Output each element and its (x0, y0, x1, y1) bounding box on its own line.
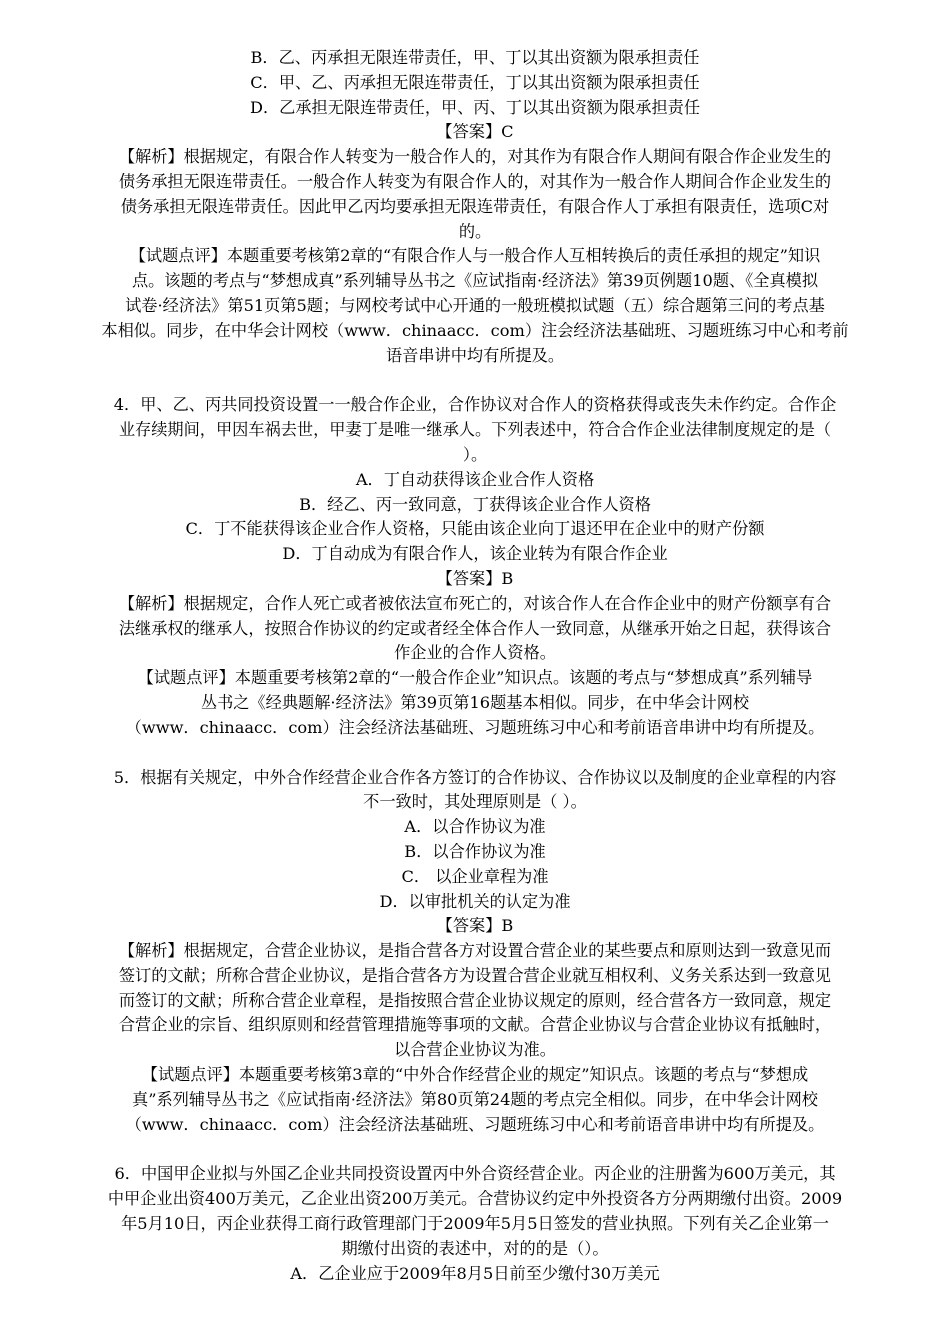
comment-line: 语音串讲中均有所提及。 (385, 345, 565, 365)
comment-line: 【试题点评】本题重要考核第2章的“一般合作企业”知识点。该题的考点与“梦想成真”系列辅导 (137, 668, 813, 688)
question-text: 4．甲、乙、丙共同投资设置一一般合作企业，合作协议对合作人的资格获得或丧失未作约定。合作企 (113, 395, 837, 415)
option-c: C． 以企业章程为准 (401, 866, 549, 886)
question-text: 6．中国甲企业拟与外国乙企业共同投资设置丙中外合资经营企业。丙企业的注册酱为600万美元，其 (114, 1164, 836, 1184)
analysis-line: 签订的文献；所称合营企业协议，是指合营各方为设置合营企业就互相权利、义务关系达到一致意见 (118, 965, 832, 985)
question-4-section (48, 393, 902, 740)
analysis-line: 的。 (458, 221, 492, 241)
analysis-line: 合营企业的宗旨、组织原则和经营管理措施等事项的文献。合营企业协议与合营企业协议有抵触时， (118, 1015, 832, 1035)
option-d: D．丁自动成为有限合作人，该企业转为有限合作企业 (282, 544, 668, 564)
section-spacer (48, 741, 902, 766)
option-b: B．乙、丙承担无限连带责任，甲、丁以其出资额为限承担责任 (250, 48, 700, 67)
question-text: 5．根据有关规定，中外合作经营企业合作各方签订的合作协议、合作协议以及制度的企业章程的内容 (113, 767, 837, 787)
question-3-section (48, 46, 902, 368)
question-text: 业存续期间，甲因车祸去世，甲妻丁是唯一继承人。下列表述中，符合合作企业法律制度规定的是（ (118, 420, 832, 440)
comment-line: 【试题点评】本题重要考核第2章的“有限合作人与一般合作人互相转换后的责任承担的规定”知识 (129, 246, 821, 266)
question-text: 期缴付出资的表述中，对的的是（）。 (341, 1238, 609, 1258)
question-text: 中甲企业出资400万美元，乙企业出资200万美元。合营协议约定中外投资各方分两期缴付出资。2009 (107, 1189, 843, 1209)
analysis-line: 而签订的文献；所称合营企业章程，是指按照合营企业协议规定的原则，经合营各方一致同意，规定 (118, 990, 832, 1010)
comment-line: 试卷·经济法》第51页第5题；与网校考试中心开通的一般班模拟试题（五）综合题第三问的考点基 (125, 295, 825, 315)
option-b: B．经乙、丙一致同意，丁获得该企业合作人资格 (299, 494, 651, 514)
option-d: D．乙承担无限连带责任，甲、丙、丁以其出资额为限承担责任 (249, 97, 701, 117)
comment-line: 【试题点评】本题重要考核第3章的“中外合作经营企业的规定”知识点。该题的考点与“梦想成 (141, 1065, 809, 1085)
analysis-line: 作企业的合作人资格。 (394, 643, 556, 663)
comment-line: （www．chinaacc．com）注会经济法基础班、习题班练习中心和考前语音串讲中均有所提及。 (125, 1114, 825, 1134)
answer: 【答案】B (436, 568, 514, 588)
option-b: B．以合作协议为准 (404, 841, 546, 861)
option-c: C．丁不能获得该企业合作人资格，只能由该企业向丁退还甲在企业中的财产份额 (185, 519, 765, 539)
option-a: A．乙企业应于2009年8月5日前至少缴付30万美元 (290, 1263, 660, 1283)
question-text: ）。 (462, 444, 488, 464)
option-c: C．甲、乙、丙承担无限连带责任，丁以其出资额为限承担责任 (250, 72, 700, 92)
comment-line: 点。该题的考点与“梦想成真”系列辅导丛书之《应试指南·经济法》第39页例题10题、《全真模拟 (131, 271, 819, 291)
question-text: 年5月10日，丙企业获得工商行政管理部门于2009年5月5日签发的营业执照。下列有关乙企业第一 (121, 1214, 829, 1234)
analysis-line: 【解析】根据规定，合营企业协议，是指合营各方对设置合营企业的某些要点和原则达到一致意见而 (118, 941, 832, 961)
question-text: 不一致时，其处理原则是（ ）。 (363, 792, 587, 812)
answer: 【答案】B (436, 916, 514, 936)
comment-line: 丛书之《经典题解·经济法》第39页第16题基本相似。同步，在中华会计网校 (200, 692, 750, 712)
comment-line: （www．chinaacc．com）注会经济法基础班、习题班练习中心和考前语音串讲中均有所提及。 (125, 717, 825, 737)
question-5-section (48, 766, 902, 1138)
comment-line: 本相似。同步，在中华会计网校（www．chinaacc．com）注会经济法基础班、习题班练习中心和考前 (101, 320, 849, 340)
analysis-line: 债务承担无限连带责任。一般合作人转变为有限合作人的，对其作为一般合作人期间合作企业发生的 (118, 171, 832, 191)
analysis-line: 债务承担无限连带责任。因此甲乙丙均要承担无限连带责任，有限合作人丁承担有限责任，选项C对 (120, 196, 830, 216)
section-spacer (48, 1137, 902, 1162)
question-6-section (48, 1162, 902, 1286)
section-spacer (48, 368, 902, 393)
answer: 【答案】C (436, 122, 514, 142)
analysis-line: 以合营企业协议为准。 (394, 1040, 556, 1060)
analysis-line: 【解析】根据规定，合作人死亡或者被依法宣布死亡的，对该合作人在合作企业中的财产份额享有合 (118, 593, 832, 613)
analysis-line: 【解析】根据规定，有限合作人转变为一般合作人的，对其作为有限合作人期间有限合作企业发生的 (118, 147, 832, 167)
analysis-line: 法继承权的继承人，按照合作协议的约定或者经全体合作人一致同意，从继承开始之日起，获得该合 (118, 618, 832, 638)
option-d: D．以审批机关的认定为准 (379, 891, 571, 911)
comment-line: 真”系列辅导丛书之《应试指南·经济法》第80页第24题的考点完全相似。同步，在中华会计网校 (132, 1089, 818, 1109)
option-a: A．以合作协议为准 (404, 817, 546, 837)
option-a: A．丁自动获得该企业合作人资格 (355, 469, 595, 489)
